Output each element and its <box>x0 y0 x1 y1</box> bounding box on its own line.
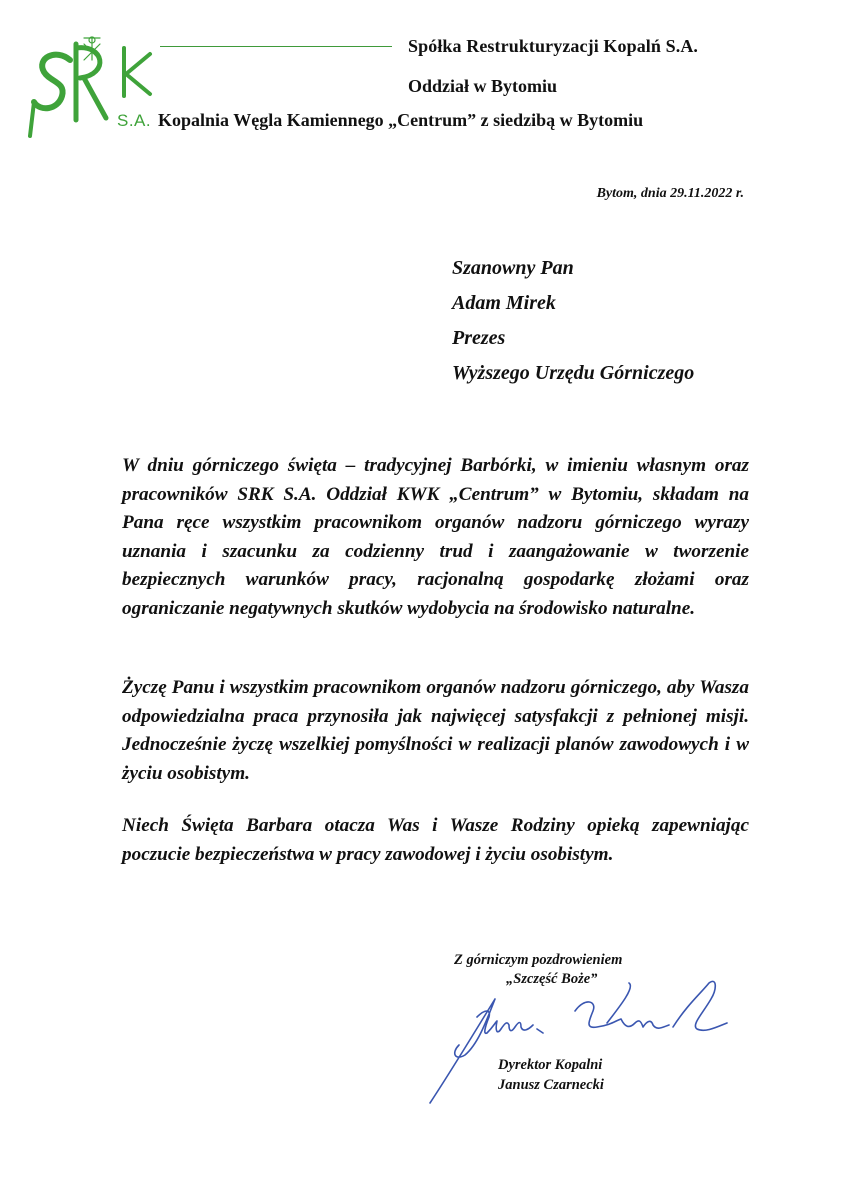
mine-name: Kopalnia Węgla Kamiennego „Centrum” z siedzibą w Bytomiu <box>158 110 644 130</box>
closing-motto: „Szczęść Boże” <box>506 971 598 987</box>
sa-mark: S.A. <box>117 111 152 130</box>
closing-greeting: Z górniczym pozdrowieniem <box>454 952 623 968</box>
signer-name: Janusz Czarnecki <box>498 1077 604 1093</box>
addressee-office: Wyższego Urzędu Górniczego <box>452 362 695 384</box>
addressee-salutation: Szanowny Pan <box>452 257 574 279</box>
company-name: Spółka Restrukturyzacji Kopalń S.A. <box>408 36 699 56</box>
company-branch: Oddział w Bytomiu <box>408 76 558 96</box>
signer-block <box>498 1055 604 1095</box>
header-rule <box>160 46 392 47</box>
addressee-name: Adam Mirek <box>452 292 556 314</box>
body-paragraph: Niech Święta Barbara otacza Was i Wasze Rodziny opieką zapewniając poczucie bezpieczeństwa w pracy zawodowej i życiu osobistym. <box>122 815 749 865</box>
body-paragraph: Życzę Panu i wszystkim pracownikom organów nadzoru górniczego, aby Wasza odpowiedzialna praca przynosiła jak najwięcej satysfakcji z pełnionej misji. Jednocześnie życzę wszelkiej pomyślności w realizacji planów zawodowych i w życiu osobistym. <box>122 677 749 784</box>
signer-title: Dyrektor Kopalni <box>498 1057 603 1073</box>
addressee-title: Prezes <box>452 327 506 349</box>
body-paragraph: W dniu górniczego święta – tradycyjnej Barbórki, w imieniu własnym oraz pracowników SRK S.A. Oddział KWK „Centrum” w Bytomiu, składam na Pana ręce wszystkim pracownikom organów nadzoru górniczego wyrazy uznania i szacunku za codzienny trud i zaangażowanie w tworzenie bezpiecznych warunków pracy, racjonalną gospodarkę złożami oraz ograniczanie negatywnych skutków wydobycia na środowisko naturalne. <box>122 455 749 619</box>
letter-date: Bytom, dnia 29.11.2022 r. <box>596 186 744 201</box>
addressee-block <box>452 251 694 391</box>
